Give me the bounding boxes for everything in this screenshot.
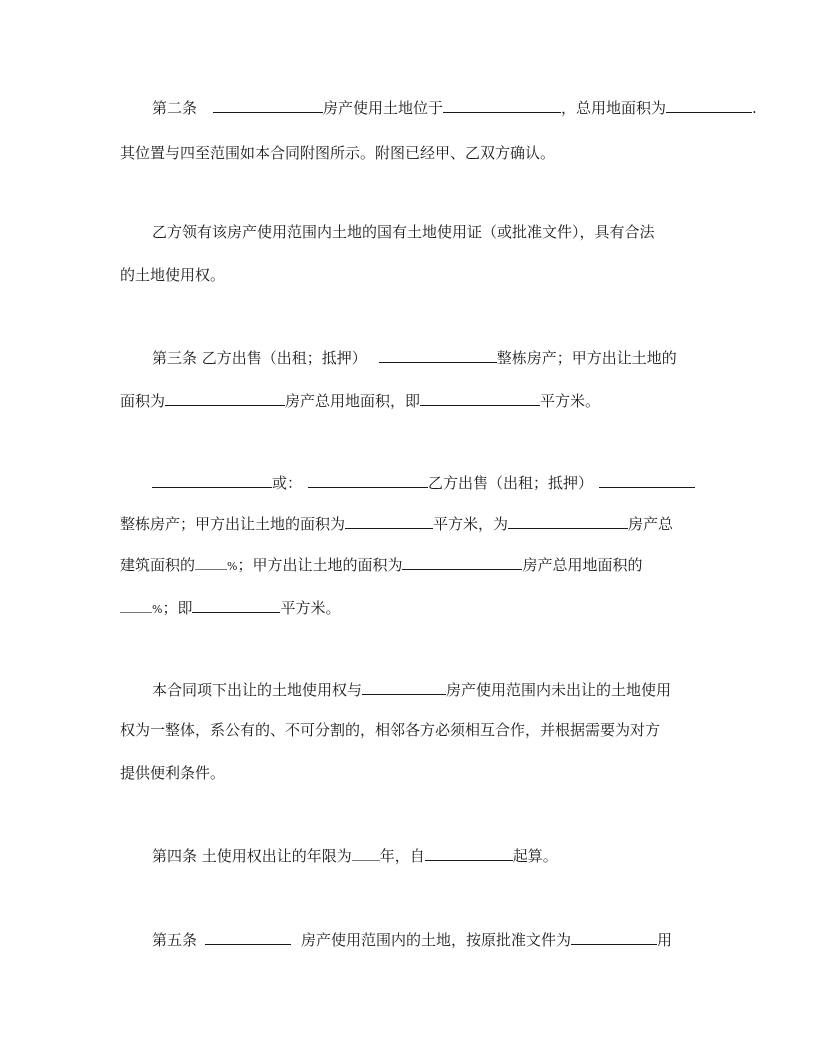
text-segment: 年，自 [379, 847, 425, 865]
blank-field[interactable] [152, 472, 272, 488]
text-segment: 乙方出售（出租；抵押） [428, 474, 594, 492]
blank-field[interactable] [599, 472, 695, 488]
blank-field[interactable] [666, 97, 752, 113]
text-segment: 或： [272, 474, 303, 492]
blank-field[interactable] [165, 390, 285, 406]
article-4-label: 第四条 土使用权出让的年限为 [152, 847, 352, 865]
text-segment: 用 [657, 931, 673, 949]
alternative-line-1 [152, 472, 695, 492]
article-3-line-1 [152, 347, 677, 367]
percent-sign: % [227, 560, 238, 573]
text-segment: 平方米。 [280, 599, 341, 617]
blank-field[interactable] [308, 472, 428, 488]
paragraph-land-cert-line-2: 的土地使用权。 [120, 266, 226, 284]
blank-field[interactable] [379, 347, 497, 363]
article-2-line-1 [152, 97, 757, 117]
blank-field[interactable] [571, 929, 657, 945]
text-segment: ；即 [162, 599, 193, 617]
blank-field[interactable] [205, 929, 291, 945]
percent-sign: % [152, 603, 163, 616]
text-segment: 房产总用地面积，即 [285, 392, 421, 410]
text-segment: 整栋房产；甲方出让土地的 [496, 349, 677, 367]
alternative-line-2 [120, 513, 673, 533]
article-5-label: 第五条 [152, 931, 198, 949]
text-segment: 房产使用范围内的土地，按原批准文件为 [301, 931, 572, 949]
text-segment: ，总用地面积为 [561, 99, 667, 117]
blank-field[interactable] [345, 513, 433, 529]
blank-field[interactable] [402, 554, 522, 570]
blank-field[interactable] [213, 97, 323, 113]
blank-field[interactable] [362, 679, 446, 695]
text-segment: 房产使用范围内未出让的土地使用 [446, 681, 672, 699]
text-segment: 建筑面积的 [120, 556, 196, 574]
blank-field[interactable] [508, 513, 628, 529]
text-segment: 整栋房产；甲方出让土地的面积为 [120, 515, 346, 533]
article-4-line-1 [152, 845, 558, 865]
blank-field[interactable] [120, 597, 152, 613]
text-segment: 平方米。 [540, 392, 601, 410]
text-segment: . [752, 99, 757, 117]
blank-field[interactable] [425, 845, 513, 861]
text-segment: 起算。 [512, 847, 558, 865]
text-segment: 房产总用地面积的 [522, 556, 643, 574]
text-segment: 房产总 [628, 515, 674, 533]
paragraph-land-cert-line-1: 乙方领有该房产使用范围内土地的国有土地使用证（或批准文件），具有合法 [152, 223, 655, 241]
article-3-label: 第三条 乙方出售（出租；抵押） [152, 349, 367, 367]
blank-field[interactable] [195, 554, 227, 570]
alternative-line-4 [120, 597, 340, 617]
paragraph-contract-land-line-1 [152, 679, 671, 699]
article-3-line-2 [120, 390, 600, 410]
text-segment: 平方米，为 [433, 515, 509, 533]
article-2-line-2: 其位置与四至范围如本合同附图所示。附图已经甲、乙双方确认。 [120, 144, 556, 162]
blank-field[interactable] [192, 597, 280, 613]
text-segment: 面积为 [120, 392, 166, 410]
text-segment: ；甲方出让土地的面积为 [237, 556, 403, 574]
article-2-label: 第二条 [152, 99, 198, 117]
blank-field[interactable] [352, 845, 380, 861]
alternative-line-3 [120, 554, 643, 574]
blank-field[interactable] [420, 390, 540, 406]
blank-field[interactable] [443, 97, 561, 113]
paragraph-contract-land-line-3: 提供便利条件。 [120, 764, 226, 782]
text-segment: 房产使用土地位于 [323, 99, 444, 117]
paragraph-contract-land-line-2: 权为一整体，系公有的、不可分割的，相邻各方必须相互合作，并根据需要为对方 [120, 721, 661, 739]
article-5-line-1 [152, 929, 672, 949]
text-segment: 本合同项下出让的土地使用权与 [152, 681, 363, 699]
